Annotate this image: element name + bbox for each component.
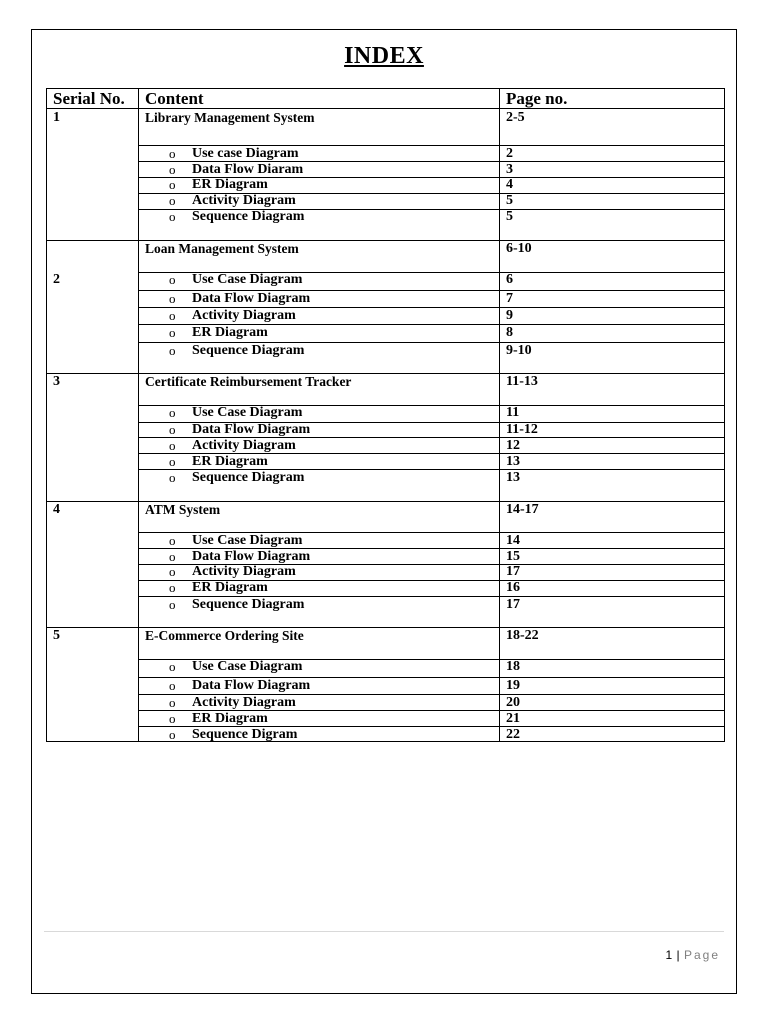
list-item-page: 18 [506,659,520,674]
list-item-label: Use Case Diagram [192,533,303,548]
list-item-label: ER Diagram [192,711,268,726]
bullet-icon: o [169,438,176,453]
list-item-label: Activity Diagram [192,308,296,323]
list-item-page: 13 [506,454,520,469]
page-title: INDEX [344,43,424,69]
bullet-icon: o [169,162,176,177]
list-item-page: 8 [506,325,513,340]
section-title: ATM System [145,502,221,517]
bullet-icon: o [169,422,176,437]
list-item-label: Sequence Diagram [192,209,305,224]
footer-page-label: Page [683,948,720,962]
list-item-page: 19 [506,678,520,693]
column-divider [138,89,139,741]
header-serial: Serial No. [53,89,125,108]
list-item-label: Sequence Digram [192,727,298,742]
list-item-label: Data Flow Diagram [192,291,311,306]
section-serial: 1 [53,110,60,125]
list-item-label: Use Case Diagram [192,272,303,287]
index-table [46,88,725,742]
list-item-page: 2 [506,146,513,161]
list-item-page: 5 [506,193,513,208]
list-item-page: 20 [506,695,520,710]
bullet-icon: o [169,695,176,710]
bullet-icon: o [169,177,176,192]
table-header-row [47,89,724,109]
list-item-page: 7 [506,291,513,306]
list-item-label: Activity Diagram [192,438,296,453]
list-item-page: 3 [506,162,513,177]
bullet-icon: o [169,711,176,726]
section-pages: 6-10 [506,241,532,256]
list-item-page: 15 [506,549,520,564]
list-item-label: Use Case Diagram [192,659,303,674]
list-item-label: Data Flow Diagram [192,549,311,564]
bullet-icon: o [169,727,176,742]
footer-separator: | [676,948,681,962]
list-item-page: 13 [506,470,520,485]
section-serial: 2 [53,272,60,287]
section-pages: 11-13 [506,374,538,389]
section-title: Library Management System [145,110,315,125]
bullet-icon: o [169,580,176,595]
bullet-icon: o [169,272,176,287]
list-item-page: 6 [506,272,513,287]
list-item-page: 4 [506,177,513,192]
bullet-icon: o [169,678,176,693]
list-item-label: Data Flow Diagram [192,422,311,437]
section-pages: 2-5 [506,110,525,125]
list-item-page: 17 [506,564,520,579]
list-item-page: 22 [506,727,520,742]
section-title: E-Commerce Ordering Site [145,628,304,643]
bullet-icon: o [169,209,176,224]
bullet-icon: o [169,405,176,420]
section-pages: 14-17 [506,502,539,517]
list-item-page: 9-10 [506,343,532,358]
list-item-page: 5 [506,209,513,224]
page-number: 1 [665,948,673,962]
bullet-icon: o [169,193,176,208]
page-footer [665,948,720,962]
list-item-label: Data Flow Diaram [192,162,304,177]
list-item-page: 16 [506,580,520,595]
header-content: Content [145,89,204,108]
list-item-page: 9 [506,308,513,323]
list-item-page: 21 [506,711,520,726]
list-item-label: ER Diagram [192,325,268,340]
list-item-page: 14 [506,533,520,548]
list-item-page: 11-12 [506,422,538,437]
list-item-label: ER Diagram [192,177,268,192]
bullet-icon: o [169,291,176,306]
bullet-icon: o [169,533,176,548]
list-item-label: Activity Diagram [192,193,296,208]
section-title: Certificate Reimbursement Tracker [145,374,352,389]
column-divider [499,89,500,741]
footer-divider [44,931,724,932]
list-item-label: ER Diagram [192,454,268,469]
bullet-icon: o [169,659,176,674]
list-item-label: Use Case Diagram [192,405,303,420]
section-pages: 18-22 [506,628,539,643]
bullet-icon: o [169,564,176,579]
list-item-page: 17 [506,597,520,612]
list-item-label: Activity Diagram [192,564,296,579]
list-item-label: Data Flow Diagram [192,678,311,693]
list-item-label: ER Diagram [192,580,268,595]
section-title: Loan Management System [145,241,299,256]
list-item-label: Use case Diagram [192,146,299,161]
bullet-icon: o [169,454,176,469]
bullet-icon: o [169,549,176,564]
bullet-icon: o [169,470,176,485]
list-item-page: 11 [506,405,520,420]
section-serial: 4 [53,502,60,517]
list-item-label: Activity Diagram [192,695,296,710]
bullet-icon: o [169,597,176,612]
list-item-label: Sequence Diagram [192,343,305,358]
bullet-icon: o [169,308,176,323]
list-item-label: Sequence Diagram [192,597,305,612]
bullet-icon: o [169,343,176,358]
list-item-page: 12 [506,438,520,453]
bullet-icon: o [169,146,176,161]
section-serial: 3 [53,374,60,389]
list-item-label: Sequence Diagram [192,470,305,485]
header-page: Page no. [506,89,568,108]
section-serial: 5 [53,628,60,643]
bullet-icon: o [169,325,176,340]
